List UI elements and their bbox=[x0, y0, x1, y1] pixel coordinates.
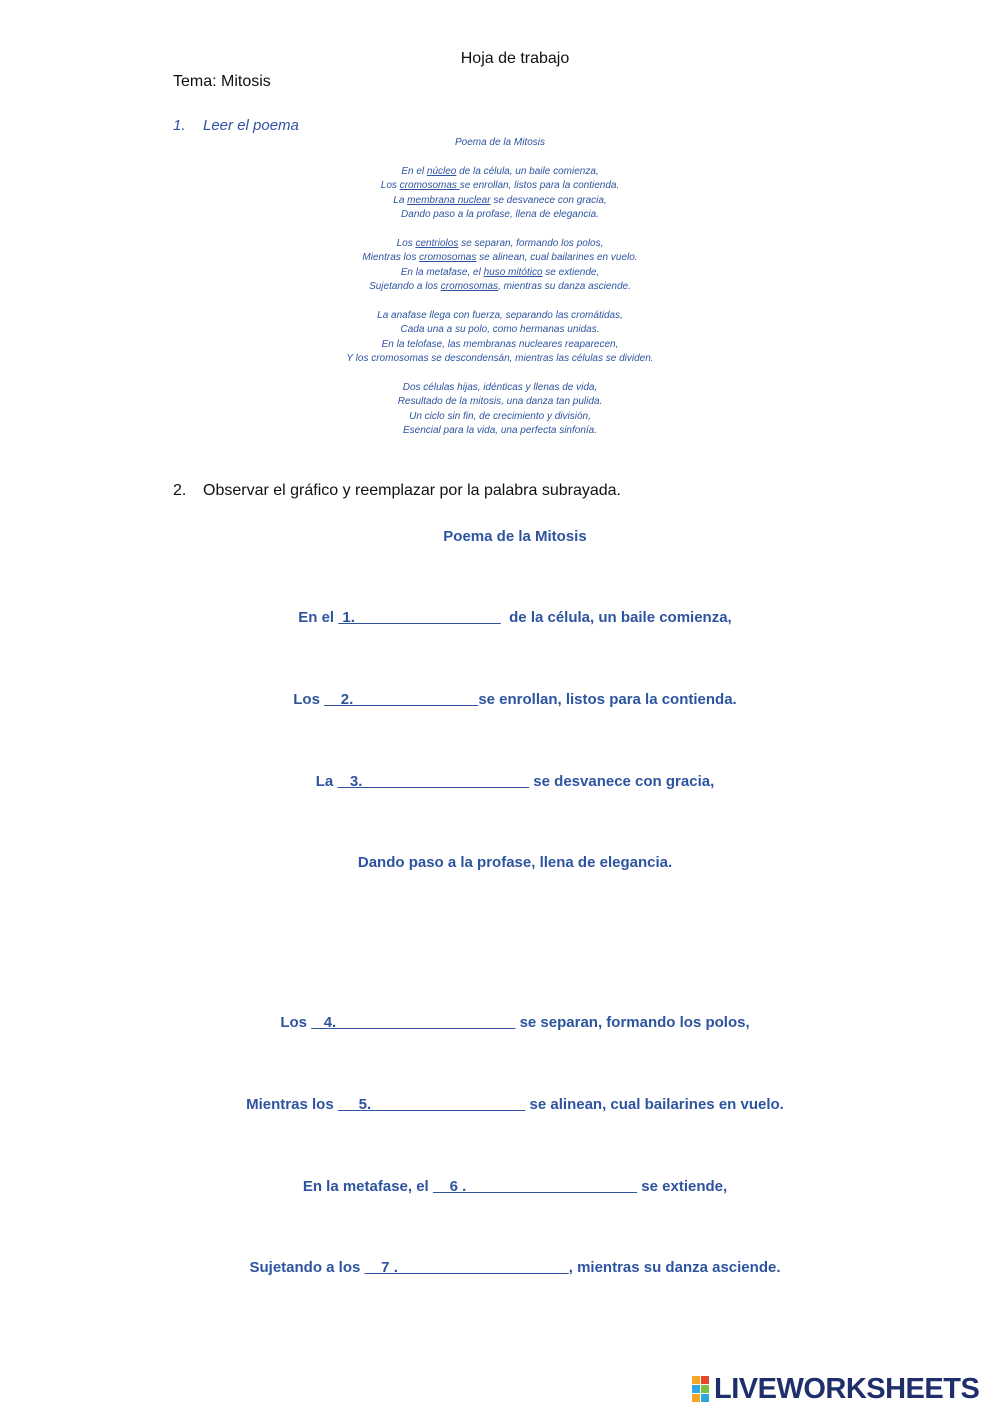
poem-line bbox=[200, 309, 800, 323]
answer-blank[interactable]: 4. bbox=[311, 1014, 516, 1031]
poem-line bbox=[200, 194, 800, 208]
poem-text: Resultado de la mitosis, una danza tan pulida. bbox=[397, 396, 603, 408]
poem-text: Los bbox=[380, 180, 400, 192]
logo-square bbox=[701, 1394, 709, 1402]
poem-text: se desvanece con gracia, bbox=[490, 194, 607, 206]
poem-stanza bbox=[200, 237, 800, 295]
line-text-before: En el bbox=[298, 609, 339, 626]
poem-keyword: cromosomas bbox=[419, 252, 477, 264]
poem-keyword: núcleo bbox=[426, 165, 457, 177]
answer-blank[interactable]: 1. bbox=[338, 609, 501, 626]
poem-text: se alinean, cual bailarines en vuelo. bbox=[476, 252, 638, 264]
poem-text: Un ciclo sin fin, de crecimiento y división, bbox=[409, 410, 591, 422]
logo-square bbox=[701, 1376, 709, 1384]
exercise-line bbox=[0, 609, 1000, 626]
poem-text: se extiende, bbox=[542, 266, 600, 278]
answer-blank[interactable]: 2. bbox=[324, 691, 479, 708]
logo-mark-icon bbox=[692, 1376, 710, 1402]
answer-blank[interactable]: 6 . bbox=[432, 1178, 638, 1195]
poem-text: La bbox=[393, 194, 408, 206]
line-text-after: de la célula, un baile comienza, bbox=[500, 609, 732, 626]
poem-keyword: centriolos bbox=[415, 237, 459, 249]
poem-line bbox=[200, 165, 800, 179]
line-text-after: se desvanece con gracia, bbox=[529, 773, 715, 790]
logo-square bbox=[692, 1394, 700, 1402]
poem-line bbox=[200, 208, 800, 222]
poem-text: La anafase llega con fuerza, separando las cromátidas, bbox=[377, 309, 623, 321]
poem-text: de la célula, un baile comienza, bbox=[456, 165, 599, 177]
poem-text: Dando paso a la profase, llena de elegancia. bbox=[401, 209, 599, 221]
liveworksheets-logo bbox=[692, 1373, 979, 1405]
exercise-line bbox=[0, 1014, 1000, 1031]
poem-line bbox=[200, 338, 800, 352]
logo-square bbox=[692, 1385, 700, 1393]
line-text-before: Los bbox=[293, 691, 325, 708]
logo-square bbox=[692, 1376, 700, 1384]
exercise-line bbox=[0, 854, 1000, 871]
topic-label: Tema: Mitosis bbox=[173, 73, 271, 90]
reference-poem-title: Poema de la Mitosis bbox=[454, 137, 546, 148]
poem-stanza bbox=[200, 165, 800, 223]
section-2-instruction: Observar el gráfico y reemplazar por la palabra subrayada. bbox=[203, 482, 621, 499]
poem-line bbox=[200, 266, 800, 280]
poem-keyword: huso mitótico bbox=[483, 266, 543, 278]
section-2-heading bbox=[173, 482, 621, 500]
line-text-before: En la metafase, el bbox=[302, 1178, 433, 1195]
document-title: Hoja de trabajo bbox=[460, 50, 570, 67]
answer-blank[interactable]: 5. bbox=[337, 1096, 526, 1113]
line-text-before: Los bbox=[280, 1014, 312, 1031]
section-2-number: 2. bbox=[173, 482, 187, 499]
poem-line bbox=[200, 323, 800, 337]
poem-stanza bbox=[200, 309, 800, 367]
line-text-before: La bbox=[315, 773, 338, 790]
line-text-after: se extiende, bbox=[637, 1178, 728, 1195]
poem-text: En el bbox=[401, 165, 427, 177]
exercise-line bbox=[0, 1178, 1000, 1195]
logo-text: LIVEWORKSHEETS bbox=[714, 1372, 980, 1405]
exercise-line bbox=[0, 1259, 1000, 1276]
poem-keyword: cromosomas bbox=[399, 180, 460, 192]
reference-poem-stanzas bbox=[200, 165, 800, 439]
poem-line bbox=[200, 381, 800, 395]
poem-text: Cada una a su polo, como hermanas unidas. bbox=[400, 324, 600, 336]
exercise-line bbox=[0, 1096, 1000, 1113]
exercise-poem-title: Poema de la Mitosis bbox=[443, 528, 587, 545]
line-text-after: , mientras su danza asciende. bbox=[568, 1259, 781, 1276]
poem-line bbox=[200, 179, 800, 193]
logo-square bbox=[701, 1385, 709, 1393]
poem-line bbox=[200, 395, 800, 409]
line-text-after: se alinean, cual bailarines en vuelo. bbox=[525, 1096, 784, 1113]
answer-blank[interactable]: 3. bbox=[337, 773, 530, 790]
poem-keyword: membrana nuclear bbox=[407, 194, 491, 206]
poem-text: En la telofase, las membranas nucleares reaparecen, bbox=[381, 338, 619, 350]
section-1-label: Leer el poema bbox=[203, 117, 299, 134]
answer-blank[interactable]: 7 . bbox=[364, 1259, 569, 1276]
poem-text: Sujetando a los bbox=[369, 281, 441, 293]
poem-line bbox=[200, 280, 800, 294]
line-text-before: Sujetando a los bbox=[249, 1259, 365, 1276]
exercise-line bbox=[0, 773, 1000, 790]
poem-text: Dos células hijas, idénticas y llenas de vida, bbox=[402, 381, 598, 393]
poem-text: Los bbox=[396, 237, 416, 249]
section-1-heading bbox=[173, 117, 299, 134]
section-1-number: 1. bbox=[173, 117, 186, 134]
poem-text: , mientras su danza asciende. bbox=[498, 281, 631, 293]
reference-poem bbox=[200, 136, 800, 453]
poem-line bbox=[200, 251, 800, 265]
poem-line bbox=[200, 237, 800, 251]
poem-line bbox=[200, 352, 800, 366]
line-text-before: Dando paso a la profase, llena de elegancia. bbox=[357, 854, 673, 871]
poem-text: se separan, formando los polos, bbox=[458, 237, 604, 249]
poem-line bbox=[200, 410, 800, 424]
poem-stanza bbox=[200, 381, 800, 439]
poem-text: Y los cromosomas se descondensán, mientras las células se dividen. bbox=[346, 353, 654, 365]
poem-text: Esencial para la vida, una perfecta sinfonía. bbox=[402, 425, 597, 437]
poem-text: En la metafase, el bbox=[400, 266, 484, 278]
line-text-before: Mientras los bbox=[246, 1096, 338, 1113]
exercise-line bbox=[0, 691, 1000, 708]
poem-text: Mientras los bbox=[362, 252, 420, 264]
line-text-after: se enrollan, listos para la contienda. bbox=[478, 691, 737, 708]
poem-keyword: cromosomas bbox=[440, 281, 499, 293]
poem-line bbox=[200, 424, 800, 438]
line-text-after: se separan, formando los polos, bbox=[515, 1014, 750, 1031]
poem-text: se enrollan, listos para la contienda. bbox=[459, 180, 620, 192]
